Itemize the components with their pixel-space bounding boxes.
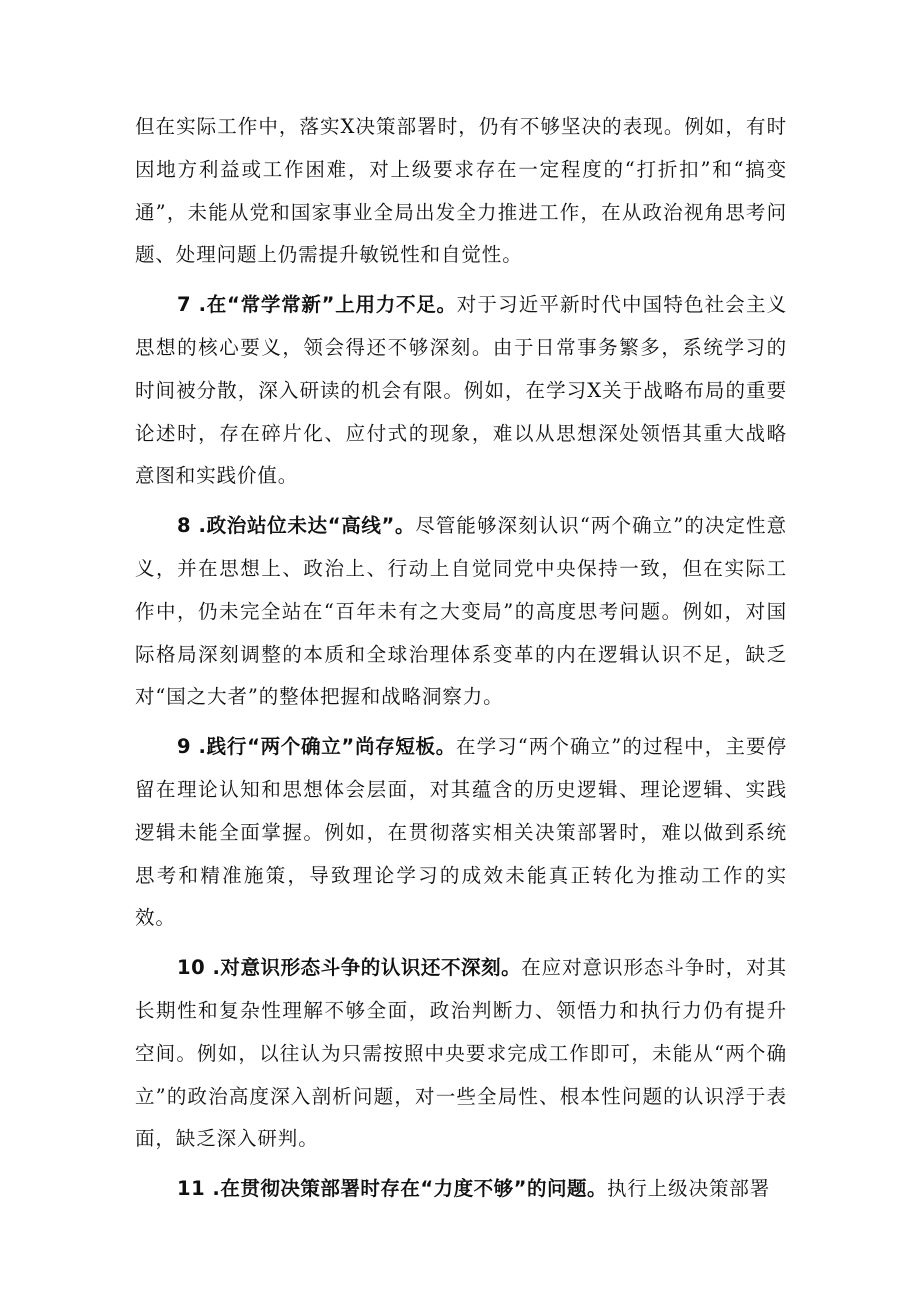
- paragraph-item-8: [135, 505, 787, 719]
- paragraph-text: 但在实际工作中，落实X决策部署时，仍有不够坚决的表现。例如，有时因地方利益或工作困难，对上级要求存在一定程度的“打折扣”和“搞变通”，未能从党和国家事业全局出发全力推进工作，在从政治视角思考问题、处理问题上仍需提升敏锐性和自觉性。: [135, 115, 787, 267]
- paragraph-text: 执行上级决策部署: [606, 1177, 771, 1201]
- paragraph-item-9: [135, 726, 787, 940]
- paragraph-item-11: [135, 1168, 787, 1211]
- item-heading: 8 .政治站位未达“高线”。: [177, 514, 416, 538]
- item-heading: 7 .在“常学常新”上用力不足。: [177, 293, 457, 317]
- paragraph-continuation: [135, 106, 787, 277]
- item-heading: 11 .在贯彻决策部署时存在“力度不够”的问题。: [177, 1177, 607, 1201]
- paragraph-text: 对于习近平新时代中国特色社会主义思想的核心要义，领会得还不够深刻。由于日常事务繁多，系统学习的时间被分散，深入研读的机会有限。例如，在学习X关于战略布局的重要论述时，存在碎片化、应付式的现象，难以从思想深处领悟其重大战略意图和实践价值。: [135, 293, 787, 488]
- paragraph-text: 尽管能够深刻认识“两个确立”的决定性意义，并在思想上、政治上、行动上自觉同党中央保持一致，但在实际工作中，仍未完全站在“百年未有之大变局”的高度思考问题。例如，对国际格局深刻调整的本质和全球治理体系变革的内在逻辑认识不足，缺乏对“国之大者”的整体把握和战略洞察力。: [135, 514, 787, 709]
- paragraph-text: 在应对意识形态斗争时，对其长期性和复杂性理解不够全面，政治判断力、领悟力和执行力仍有提升空间。例如，以往认为只需按照中央要求完成工作即可，未能从“两个确立”的政治高度深入剖析问题，对一些全局性、根本性问题的认识浮于表面，缺乏深入研判。: [135, 956, 787, 1151]
- item-heading: 10 .对意识形态斗争的认识还不深刻。: [177, 956, 522, 980]
- document-body: [135, 106, 787, 1218]
- paragraph-item-7: [135, 284, 787, 498]
- paragraph-text: 在学习“两个确立”的过程中，主要停留在理论认知和思想体会层面，对其蕴含的历史逻辑、理论逻辑、实践逻辑未能全面掌握。例如，在贯彻落实相关决策部署时，难以做到系统思考和精准施策，导致理论学习的成效未能真正转化为推动工作的实效。: [135, 735, 787, 930]
- item-heading: 9 .践行“两个确立”尚存短板。: [177, 735, 456, 759]
- paragraph-item-10: [135, 947, 787, 1161]
